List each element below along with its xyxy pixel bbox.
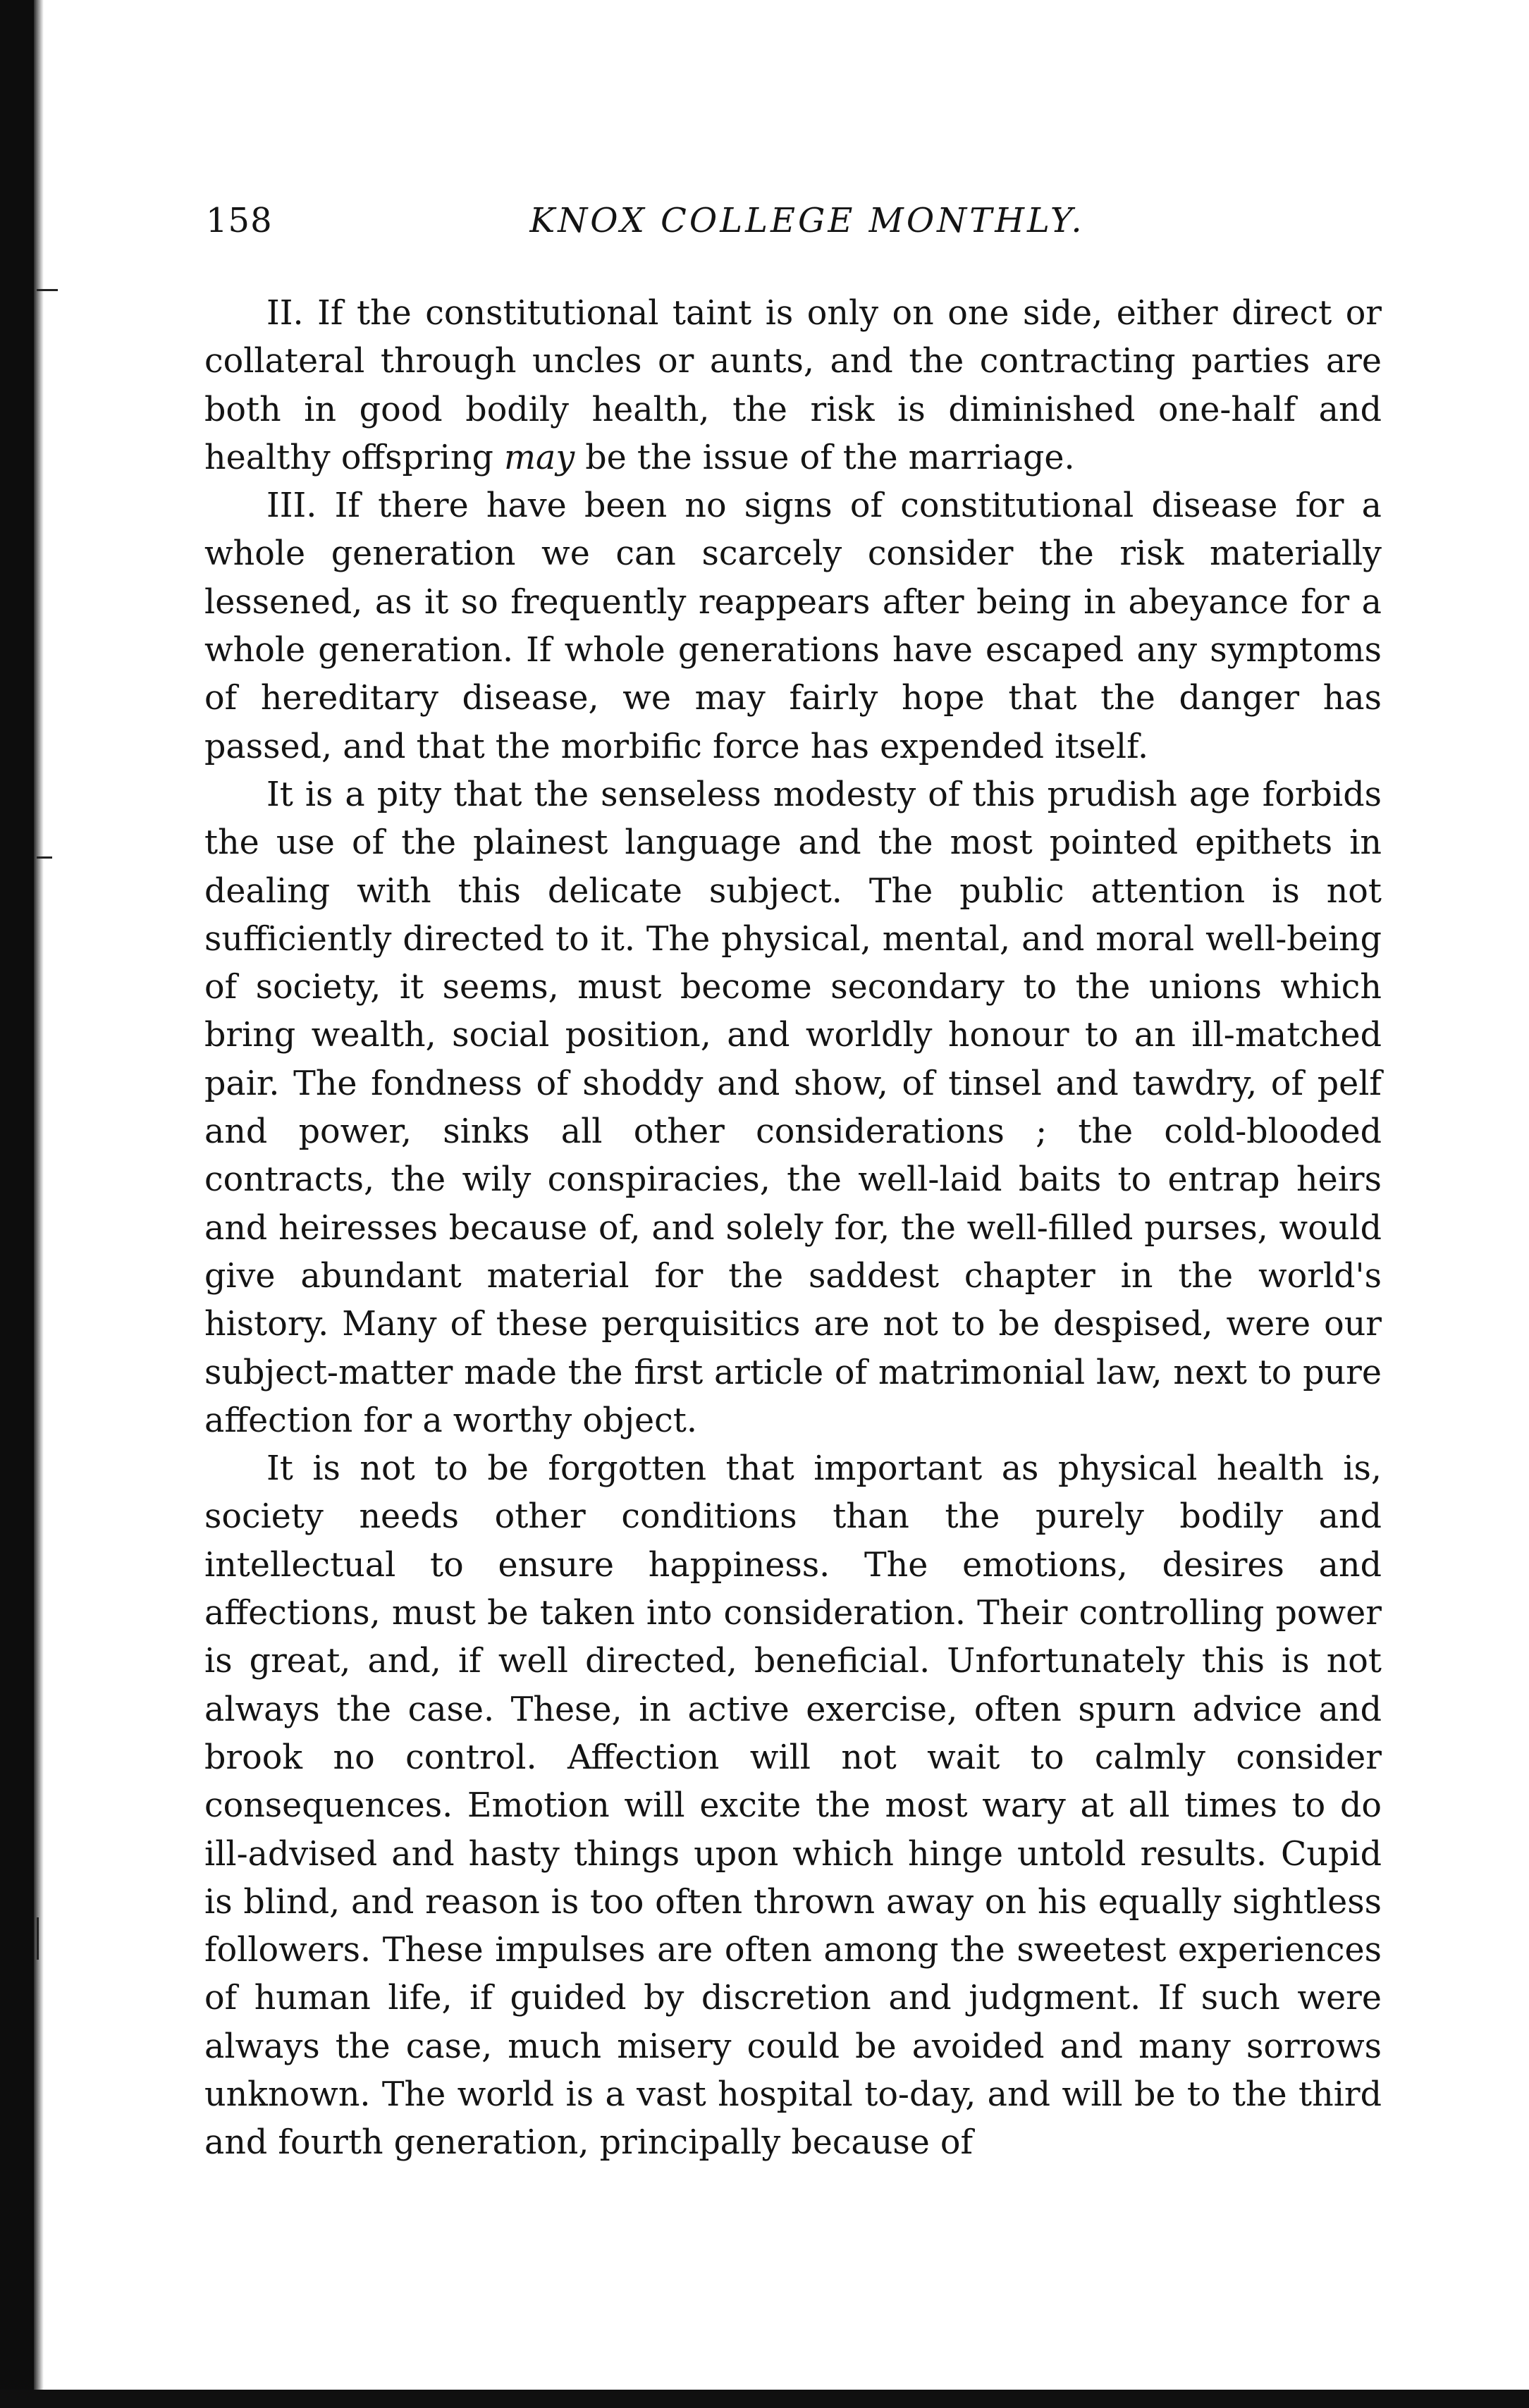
paragraph: It is a pity that the senseless modesty of this prudish age forbids the use of the plainest language and the most pointed epithets in dealing with this delicate subject. The public attention is not sufficiently directed to it. The physical, mental, and moral well-being of society, it seems, must become secondary to the unions which bring wealth, social position, and worldly honour to an ill-matched pair. The fondness of shoddy and show, of tinsel and tawdry, of pelf and power, sinks all other considerations ; the cold-blooded contracts, the wily conspiracies, the well-laid baits to entrap heirs and heiresses because of, and solely for, the well-filled purses, would give abundant material for the saddest chapter in the world's history. Many of these perquisitics are not to be despised, were our subject-matter made the first article of matrimonial law, next to pure affection for a worthy object. bbox=[204, 775, 1382, 1440]
gutter-mark bbox=[37, 856, 52, 859]
running-title: KNOX COLLEGE MONTHLY. bbox=[529, 201, 1085, 240]
page-number: 158 bbox=[206, 201, 273, 240]
gutter-mark bbox=[37, 1917, 51, 1960]
running-head bbox=[204, 201, 1382, 264]
emphasis-word: may bbox=[503, 438, 575, 477]
body-text bbox=[204, 290, 1382, 2168]
gutter-mark bbox=[37, 289, 58, 291]
book-page bbox=[204, 201, 1382, 2168]
paragraph: III. If there have been no signs of constitutional disease for a whole generation we can scarcely consider the risk materially lessened, as it so frequently reappears after being in abeyance for a whole generation. If whole generations have escaped any symptoms of hereditary disease, we may fairly hope that the danger has passed, and that the morbific force has expended itself. bbox=[204, 486, 1382, 766]
scan-border-shadow bbox=[34, 0, 44, 2408]
scan-border-left bbox=[0, 0, 34, 2408]
paragraph: II. If the constitutional taint is only on one side, either direct or collateral through uncles or aunts, and the contracting parties are both in good bodily health, the risk is diminished one-half and healthy offspring may be the issue of the marriage. bbox=[204, 294, 1382, 477]
scan-border-bottom bbox=[0, 2390, 1529, 2408]
paragraph: It is not to be forgotten that important as physical health is, society needs other conditions than the purely bodily and intellectual to ensure happiness. The emotions, desires and affections, must be taken into consideration. Their controlling power is great, and, if well directed, beneficial. Unfortunately this is not always the case. These, in active exercise, often spurn advice and brook no control. Affection will not wait to calmly consider consequences. Emotion will excite the most wary at all times to do ill-advised and hasty things upon which hinge untold results. Cupid is blind, and reason is too often thrown away on his equally sightless followers. These impulses are often among the sweetest experiences of human life, if guided by discretion and judgment. If such were always the case, much misery could be avoided and many sorrows unknown. The world is a vast hospital to-day, and will be to the third and fourth generation, principally because of bbox=[204, 1449, 1382, 2163]
